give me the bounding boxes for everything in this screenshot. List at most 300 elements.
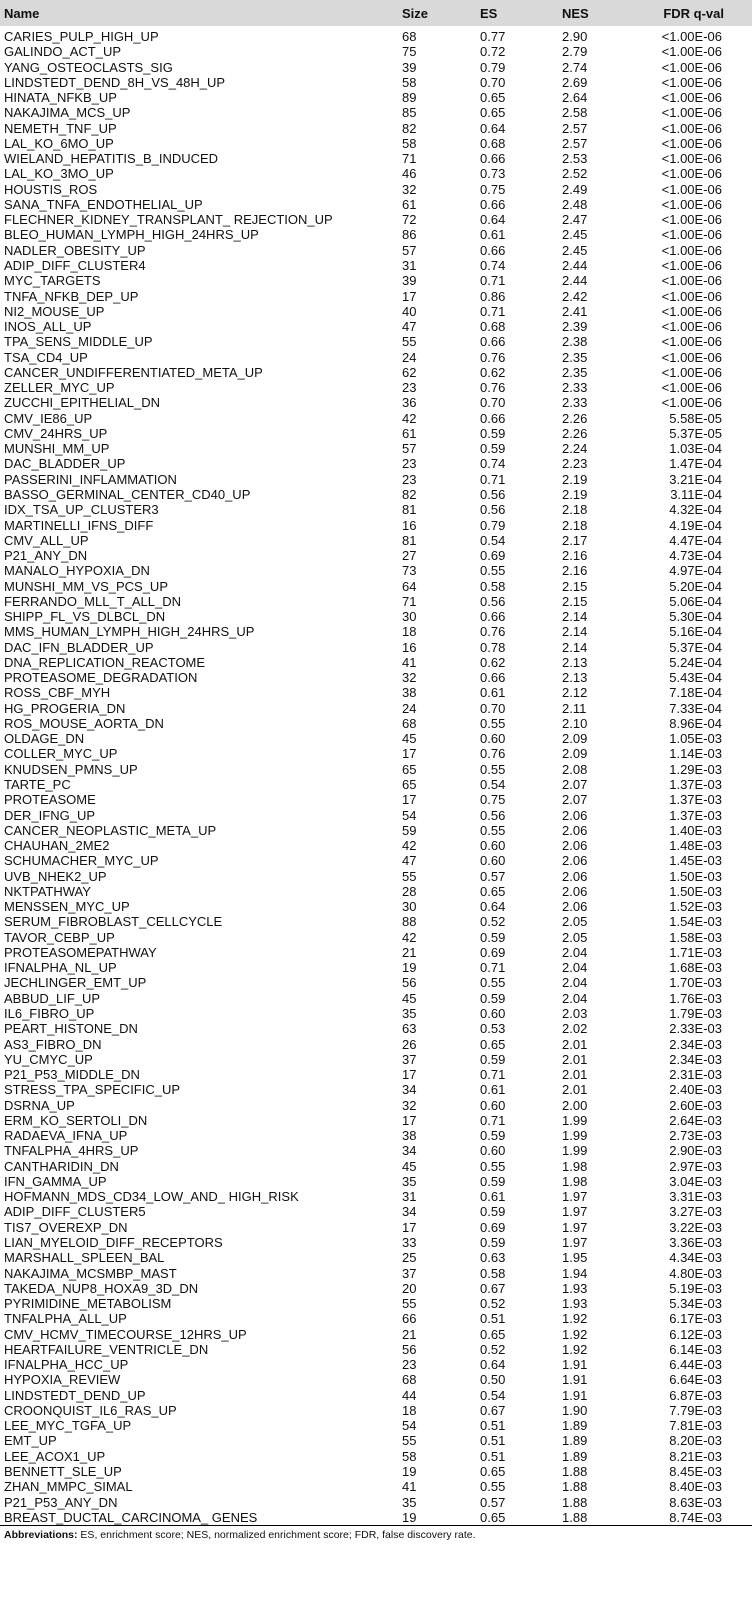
- cell-nes: 1.88: [562, 1479, 588, 1495]
- cell-name: STRESS_TPA_SPECIFIC_UP: [4, 1082, 181, 1098]
- cell-fdr: 3.22E-03: [669, 1219, 722, 1235]
- cell-size: 30: [402, 609, 417, 625]
- cell-es: 0.71: [480, 273, 506, 289]
- cell-size: 39: [402, 59, 417, 75]
- cell-nes: 2.24: [562, 441, 588, 457]
- header-fdr: FDR q-val: [663, 5, 724, 21]
- cell-nes: 2.53: [562, 151, 588, 167]
- cell-es: 0.60: [480, 1143, 506, 1159]
- cell-size: 17: [402, 746, 417, 762]
- cell-fdr: <1.00E-06: [661, 349, 722, 365]
- cell-fdr: 1.48E-03: [669, 838, 722, 854]
- cell-size: 26: [402, 1036, 417, 1052]
- cell-fdr: 1.37E-03: [669, 792, 722, 808]
- cell-nes: 2.45: [562, 227, 588, 243]
- cell-es: 0.79: [480, 59, 506, 75]
- cell-size: 35: [402, 1006, 417, 1021]
- cell-name: BASSO_GERMINAL_CENTER_CD40_UP: [4, 486, 251, 502]
- cell-es: 0.55: [480, 715, 506, 731]
- cell-nes: 1.93: [562, 1296, 588, 1312]
- cell-name: DER_IFNG_UP: [4, 807, 96, 823]
- cell-fdr: 2.34E-03: [669, 1051, 722, 1067]
- cell-es: 0.59: [480, 1234, 506, 1250]
- cell-nes: 1.98: [562, 1173, 588, 1189]
- cell-es: 0.60: [480, 1006, 506, 1021]
- cell-fdr: <1.00E-06: [661, 334, 722, 350]
- table-row: [0, 1235, 752, 1250]
- cell-es: 0.66: [480, 609, 506, 625]
- cell-fdr: 6.44E-03: [669, 1357, 722, 1373]
- cell-nes: 2.06: [562, 868, 588, 884]
- table-row: [0, 29, 752, 44]
- cell-es: 0.60: [480, 1097, 506, 1113]
- table-row: [0, 1357, 752, 1372]
- cell-fdr: 6.64E-03: [669, 1372, 722, 1388]
- table-row: [0, 1006, 752, 1021]
- table-row: [0, 685, 752, 700]
- cell-fdr: <1.00E-06: [661, 319, 722, 335]
- table-row: [0, 991, 752, 1006]
- cell-size: 18: [402, 624, 417, 640]
- cell-es: 0.65: [480, 90, 506, 106]
- table-row: [0, 90, 752, 105]
- cell-name: MUNSHI_MM_VS_PCS_UP: [4, 578, 168, 594]
- cell-fdr: 4.73E-04: [669, 548, 722, 564]
- cell-fdr: <1.00E-06: [661, 181, 722, 197]
- cell-nes: 1.97: [562, 1189, 588, 1205]
- cell-es: 0.61: [480, 227, 506, 243]
- cell-fdr: 4.80E-03: [669, 1265, 722, 1281]
- cell-nes: 2.35: [562, 364, 588, 380]
- cell-fdr: <1.00E-06: [661, 166, 722, 182]
- cell-fdr: 7.81E-03: [669, 1418, 722, 1434]
- cell-nes: 2.57: [562, 135, 588, 151]
- cell-size: 31: [402, 1189, 417, 1205]
- footnote-label: Abbreviations:: [4, 1529, 78, 1542]
- cell-es: 0.66: [480, 196, 506, 212]
- cell-name: CMV_IE86_UP: [4, 410, 93, 426]
- cell-name: TNFALPHA_ALL_UP: [4, 1311, 127, 1327]
- cell-size: 16: [402, 517, 417, 533]
- cell-name: LINDSTEDT_DEND_UP: [4, 1387, 146, 1403]
- cell-name: ZHAN_MMPC_SIMAL: [4, 1479, 133, 1495]
- cell-size: 64: [402, 578, 417, 594]
- table-row: [0, 243, 752, 258]
- cell-name: ZELLER_MYC_UP: [4, 380, 115, 396]
- cell-nes: 1.88: [562, 1494, 588, 1510]
- cell-size: 34: [402, 1204, 417, 1220]
- cell-size: 23: [402, 471, 417, 487]
- cell-size: 42: [402, 838, 417, 854]
- cell-nes: 2.05: [562, 914, 588, 930]
- cell-size: 54: [402, 1418, 417, 1434]
- cell-name: CMV_HCMV_TIMECOURSE_12HRS_UP: [4, 1326, 247, 1342]
- table-row: [0, 1220, 752, 1235]
- cell-name: DSRNA_UP: [4, 1097, 75, 1113]
- cell-size: 88: [402, 914, 417, 930]
- cell-fdr: <1.00E-06: [661, 29, 722, 44]
- cell-es: 0.51: [480, 1418, 506, 1434]
- cell-name: OLDAGE_DN: [4, 731, 85, 747]
- table-row: [0, 212, 752, 227]
- cell-nes: 2.18: [562, 517, 588, 533]
- cell-fdr: 5.58E-05: [669, 410, 722, 426]
- cell-fdr: <1.00E-06: [661, 105, 722, 121]
- table-row: [0, 456, 752, 471]
- cell-size: 19: [402, 1463, 417, 1479]
- cell-fdr: 1.52E-03: [669, 899, 722, 915]
- cell-fdr: 1.68E-03: [669, 960, 722, 976]
- cell-es: 0.58: [480, 1265, 506, 1281]
- cell-name: DAC_IFN_BLADDER_UP: [4, 639, 154, 655]
- footnote-text: ES, enrichment score; NES, normalized enrichment score; FDR, false discovery rate.: [77, 1529, 476, 1542]
- cell-size: 37: [402, 1265, 417, 1281]
- cell-name: FLECHNER_KIDNEY_TRANSPLANT_ REJECTION_UP: [4, 212, 333, 228]
- cell-size: 41: [402, 654, 417, 670]
- cell-size: 21: [402, 1326, 417, 1342]
- cell-fdr: <1.00E-06: [661, 273, 722, 289]
- cell-size: 55: [402, 868, 417, 884]
- cell-es: 0.55: [480, 1479, 506, 1495]
- cell-name: KNUDSEN_PMNS_UP: [4, 761, 138, 777]
- cell-es: 0.68: [480, 319, 506, 335]
- table-row: [0, 914, 752, 929]
- cell-nes: 1.97: [562, 1204, 588, 1220]
- table-row: [0, 899, 752, 914]
- cell-fdr: 5.24E-04: [669, 654, 722, 670]
- cell-nes: 2.52: [562, 166, 588, 182]
- cell-nes: 2.01: [562, 1051, 588, 1067]
- cell-es: 0.59: [480, 1173, 506, 1189]
- cell-name: LIAN_MYELOID_DIFF_RECEPTORS: [4, 1234, 223, 1250]
- cell-name: IFN_GAMMA_UP: [4, 1173, 107, 1189]
- cell-size: 40: [402, 303, 417, 319]
- cell-es: 0.55: [480, 822, 506, 838]
- cell-es: 0.76: [480, 349, 506, 365]
- table-row: [0, 136, 752, 151]
- cell-name: NADLER_OBESITY_UP: [4, 242, 146, 258]
- cell-es: 0.79: [480, 517, 506, 533]
- table-row: [0, 1189, 752, 1204]
- cell-name: CANTHARIDIN_DN: [4, 1158, 119, 1174]
- cell-fdr: 3.21E-04: [669, 471, 722, 487]
- cell-fdr: <1.00E-06: [661, 135, 722, 151]
- cell-name: PEART_HISTONE_DN: [4, 1021, 138, 1037]
- cell-name: UVB_NHEK2_UP: [4, 868, 107, 884]
- cell-fdr: 1.71E-03: [669, 944, 722, 960]
- cell-nes: 1.97: [562, 1234, 588, 1250]
- cell-es: 0.66: [480, 670, 506, 686]
- cell-name: BLEO_HUMAN_LYMPH_HIGH_24HRS_UP: [4, 227, 259, 243]
- cell-fdr: 7.79E-03: [669, 1402, 722, 1418]
- cell-name: SANA_TNFA_ENDOTHELIAL_UP: [4, 196, 203, 212]
- cell-size: 73: [402, 563, 417, 579]
- cell-name: TAVOR_CEBP_UP: [4, 929, 115, 945]
- cell-es: 0.61: [480, 685, 506, 701]
- cell-size: 59: [402, 822, 417, 838]
- cell-size: 66: [402, 1311, 417, 1327]
- cell-name: ROSS_CBF_MYH: [4, 685, 111, 701]
- cell-nes: 2.18: [562, 502, 588, 518]
- cell-fdr: 2.31E-03: [669, 1067, 722, 1083]
- cell-name: MMS_HUMAN_LYMPH_HIGH_24HRS_UP: [4, 624, 255, 640]
- cell-name: HOFMANN_MDS_CD34_LOW_AND_ HIGH_RISK: [4, 1189, 299, 1205]
- cell-size: 47: [402, 319, 417, 335]
- cell-nes: 1.91: [562, 1387, 588, 1403]
- cell-nes: 2.04: [562, 990, 588, 1006]
- table-row: [0, 1174, 752, 1189]
- cell-es: 0.62: [480, 364, 506, 380]
- cell-name: LAL_KO_3MO_UP: [4, 166, 114, 182]
- cell-size: 32: [402, 1097, 417, 1113]
- cell-fdr: <1.00E-06: [661, 364, 722, 380]
- table-row: [0, 1327, 752, 1342]
- cell-size: 42: [402, 929, 417, 945]
- cell-name: SCHUMACHER_MYC_UP: [4, 853, 159, 869]
- cell-size: 45: [402, 990, 417, 1006]
- cell-size: 23: [402, 380, 417, 396]
- cell-es: 0.65: [480, 883, 506, 899]
- cell-nes: 2.33: [562, 395, 588, 411]
- cell-nes: 2.11: [562, 700, 587, 716]
- cell-size: 65: [402, 761, 417, 777]
- cell-fdr: 8.74E-03: [669, 1509, 722, 1525]
- cell-fdr: <1.00E-06: [661, 74, 722, 90]
- cell-nes: 2.12: [562, 685, 588, 701]
- cell-es: 0.69: [480, 548, 506, 564]
- cell-name: CMV_24HRS_UP: [4, 425, 108, 441]
- cell-fdr: 1.50E-03: [669, 883, 722, 899]
- table-row: [0, 594, 752, 609]
- table-row: [0, 227, 752, 242]
- cell-name: PROTEASOME_DEGRADATION: [4, 670, 198, 686]
- cell-es: 0.50: [480, 1372, 506, 1388]
- cell-nes: 1.99: [562, 1143, 588, 1159]
- table-row: [0, 670, 752, 685]
- cell-fdr: 6.14E-03: [669, 1341, 722, 1357]
- cell-es: 0.55: [480, 975, 506, 991]
- cell-nes: 2.10: [562, 715, 588, 731]
- cell-es: 0.67: [480, 1280, 506, 1296]
- cell-es: 0.65: [480, 1463, 506, 1479]
- table-row: [0, 487, 752, 502]
- cell-fdr: <1.00E-06: [661, 257, 722, 273]
- cell-fdr: 6.17E-03: [669, 1311, 722, 1327]
- table-row: [0, 1052, 752, 1067]
- table-row: [0, 869, 752, 884]
- cell-fdr: 8.63E-03: [669, 1494, 722, 1510]
- cell-fdr: 8.96E-04: [669, 715, 722, 731]
- table-row: [0, 380, 752, 395]
- header-size: Size: [402, 5, 429, 21]
- cell-es: 0.56: [480, 807, 506, 823]
- cell-name: HOUSTIS_ROS: [4, 181, 98, 197]
- cell-name: CMV_ALL_UP: [4, 532, 89, 548]
- cell-es: 0.53: [480, 1021, 506, 1037]
- cell-es: 0.67: [480, 1402, 506, 1418]
- cell-es: 0.71: [480, 960, 506, 976]
- cell-size: 47: [402, 853, 417, 869]
- cell-fdr: 2.64E-03: [669, 1112, 722, 1128]
- cell-es: 0.69: [480, 944, 506, 960]
- cell-name: IFNALPHA_NL_UP: [4, 960, 117, 976]
- cell-name: MENSSEN_MYC_UP: [4, 899, 130, 915]
- cell-size: 55: [402, 1296, 417, 1312]
- cell-fdr: 1.40E-03: [669, 822, 722, 838]
- cell-nes: 2.14: [562, 624, 588, 640]
- cell-nes: 1.99: [562, 1112, 588, 1128]
- cell-nes: 2.58: [562, 105, 588, 121]
- cell-name: CANCER_NEOPLASTIC_META_UP: [4, 822, 217, 838]
- cell-nes: 2.06: [562, 853, 588, 869]
- cell-nes: 2.33: [562, 380, 588, 396]
- cell-nes: 2.13: [562, 654, 588, 670]
- cell-fdr: 2.90E-03: [669, 1143, 722, 1159]
- cell-es: 0.52: [480, 1341, 506, 1357]
- table-row: [0, 411, 752, 426]
- cell-es: 0.63: [480, 1250, 506, 1266]
- cell-es: 0.66: [480, 242, 506, 258]
- cell-nes: 1.91: [562, 1372, 588, 1388]
- cell-es: 0.57: [480, 868, 506, 884]
- cell-fdr: 6.12E-03: [669, 1326, 722, 1342]
- cell-size: 82: [402, 120, 417, 136]
- table-row: [0, 304, 752, 319]
- cell-es: 0.59: [480, 1128, 506, 1144]
- cell-fdr: 3.11E-04: [670, 486, 722, 502]
- cell-fdr: 4.97E-04: [669, 563, 722, 579]
- cell-size: 89: [402, 90, 417, 106]
- cell-fdr: 5.30E-04: [669, 609, 722, 625]
- cell-es: 0.61: [480, 1082, 506, 1098]
- table-row: [0, 609, 752, 624]
- cell-name: HEARTFAILURE_VENTRICLE_DN: [4, 1341, 209, 1357]
- cell-es: 0.78: [480, 639, 506, 655]
- cell-name: P21_P53_MIDDLE_DN: [4, 1067, 140, 1083]
- cell-es: 0.77: [480, 29, 506, 44]
- cell-size: 82: [402, 486, 417, 502]
- table-row: [0, 121, 752, 136]
- cell-es: 0.55: [480, 761, 506, 777]
- cell-size: 19: [402, 960, 417, 976]
- table-row: [0, 823, 752, 838]
- cell-es: 0.71: [480, 303, 506, 319]
- cell-size: 24: [402, 349, 417, 365]
- cell-fdr: 1.47E-04: [669, 456, 722, 472]
- cell-fdr: 8.40E-03: [669, 1479, 722, 1495]
- cell-size: 81: [402, 532, 417, 548]
- cell-es: 0.64: [480, 899, 506, 915]
- cell-nes: 2.08: [562, 761, 588, 777]
- cell-es: 0.51: [480, 1311, 506, 1327]
- table-row: [0, 853, 752, 868]
- cell-name: IDX_TSA_UP_CLUSTER3: [4, 502, 159, 518]
- cell-es: 0.52: [480, 1296, 506, 1312]
- cell-name: TAKEDA_NUP8_HOXA9_3D_DN: [4, 1280, 199, 1296]
- cell-size: 45: [402, 731, 417, 747]
- cell-size: 68: [402, 29, 417, 44]
- cell-es: 0.71: [480, 1112, 506, 1128]
- cell-name: ABBUD_LIF_UP: [4, 990, 101, 1006]
- cell-name: MANALO_HYPOXIA_DN: [4, 563, 150, 579]
- cell-fdr: 1.29E-03: [669, 761, 722, 777]
- cell-name: PASSERINI_INFLAMMATION: [4, 471, 177, 487]
- table-row: [0, 1495, 752, 1510]
- table-row: [0, 1479, 752, 1494]
- cell-size: 68: [402, 715, 417, 731]
- cell-es: 0.66: [480, 334, 506, 350]
- cell-name: TIS7_OVEREXP_DN: [4, 1219, 128, 1235]
- cell-fdr: 1.54E-03: [669, 914, 722, 930]
- table-row: [0, 701, 752, 716]
- cell-name: DAC_BLADDER_UP: [4, 456, 126, 472]
- cell-nes: 2.14: [562, 609, 588, 625]
- cell-fdr: <1.00E-06: [661, 395, 722, 411]
- table-row: [0, 1067, 752, 1082]
- cell-size: 85: [402, 105, 417, 121]
- header-es: ES: [480, 5, 498, 21]
- cell-nes: 2.07: [562, 792, 588, 808]
- cell-size: 38: [402, 685, 417, 701]
- cell-nes: 1.88: [562, 1509, 588, 1525]
- table-row: [0, 60, 752, 75]
- cell-name: LEE_MYC_TGFA_UP: [4, 1418, 132, 1434]
- table-row: [0, 1204, 752, 1219]
- table-row: [0, 273, 752, 288]
- cell-name: IL6_FIBRO_UP: [4, 1006, 95, 1021]
- cell-size: 46: [402, 166, 417, 182]
- table-body: [0, 26, 752, 1525]
- cell-name: NI2_MOUSE_UP: [4, 303, 105, 319]
- cell-fdr: 4.32E-04: [669, 502, 722, 518]
- cell-nes: 2.09: [562, 731, 588, 747]
- table-row: [0, 258, 752, 273]
- cell-fdr: 5.37E-05: [669, 425, 722, 441]
- cell-es: 0.72: [480, 44, 506, 60]
- cell-name: HINATA_NFKB_UP: [4, 90, 117, 106]
- cell-es: 0.61: [480, 1189, 506, 1205]
- table-row: [0, 441, 752, 456]
- cell-size: 58: [402, 135, 417, 151]
- cell-size: 39: [402, 273, 417, 289]
- cell-nes: 2.15: [562, 593, 588, 609]
- cell-name: IFNALPHA_HCC_UP: [4, 1357, 129, 1373]
- cell-name: NKTPATHWAY: [4, 883, 91, 899]
- cell-nes: 2.44: [562, 257, 588, 273]
- cell-es: 0.56: [480, 502, 506, 518]
- table-row: [0, 1082, 752, 1097]
- table-row: [0, 395, 752, 410]
- cell-size: 56: [402, 1341, 417, 1357]
- cell-nes: 2.06: [562, 838, 588, 854]
- cell-fdr: 3.27E-03: [669, 1204, 722, 1220]
- cell-name: YANG_OSTEOCLASTS_SIG: [4, 59, 173, 75]
- cell-size: 17: [402, 792, 417, 808]
- table-row: [0, 1128, 752, 1143]
- cell-es: 0.76: [480, 380, 506, 396]
- table-row: [0, 1433, 752, 1448]
- table-row: [0, 197, 752, 212]
- cell-name: CROONQUIST_IL6_RAS_UP: [4, 1402, 177, 1418]
- cell-name: MARTINELLI_IFNS_DIFF: [4, 517, 154, 533]
- cell-nes: 1.89: [562, 1448, 588, 1464]
- cell-nes: 2.19: [562, 486, 588, 502]
- cell-es: 0.64: [480, 212, 506, 228]
- cell-name: BENNETT_SLE_UP: [4, 1463, 122, 1479]
- cell-name: P21_ANY_DN: [4, 548, 88, 564]
- cell-fdr: 8.20E-03: [669, 1433, 722, 1449]
- table-row: [0, 472, 752, 487]
